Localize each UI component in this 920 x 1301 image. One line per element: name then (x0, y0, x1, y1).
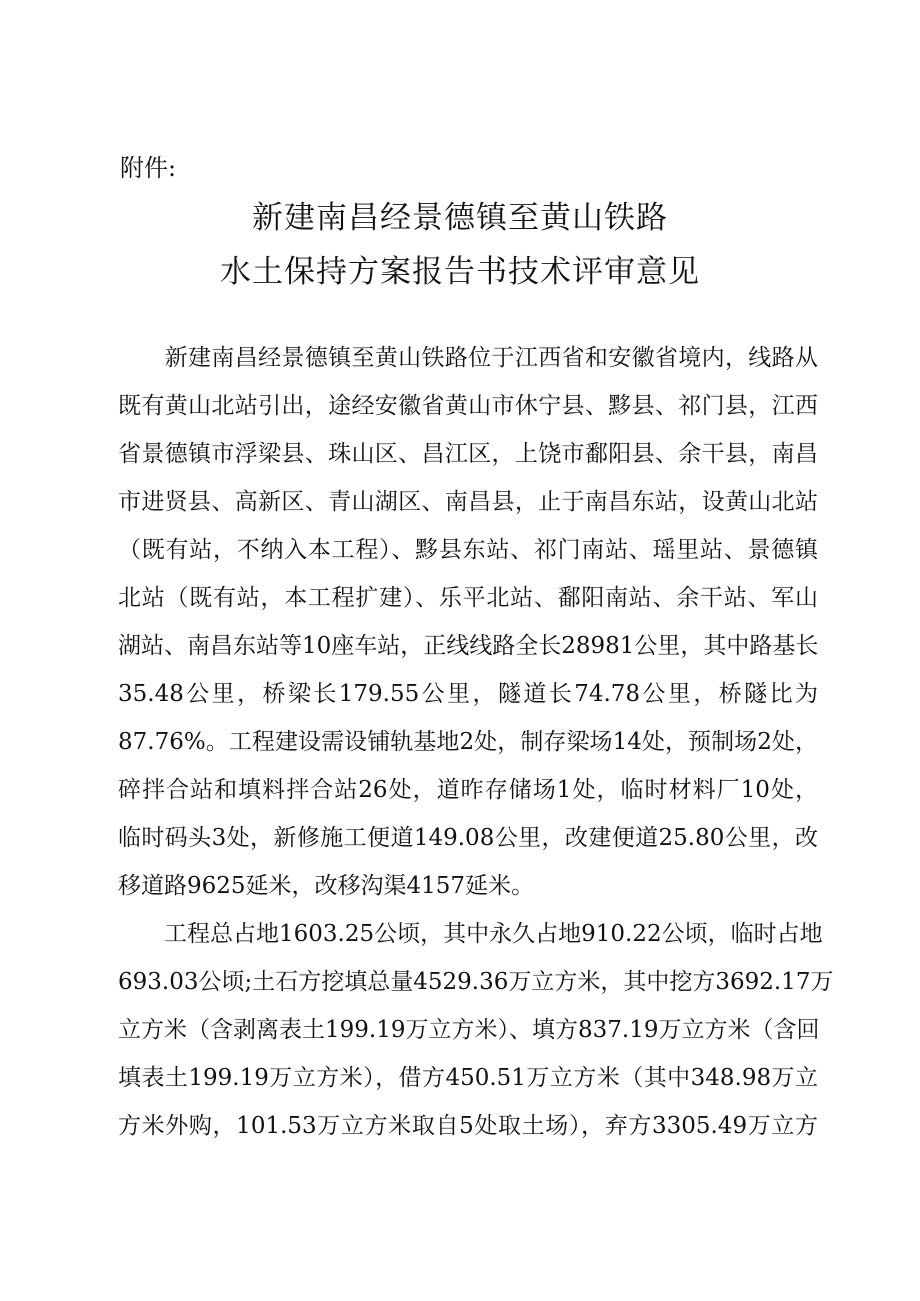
paragraph-line: 693.03公顷;土石方挖填总量4529.36万立方米，其中挖方3692.17万 (118, 969, 834, 995)
paragraph-line: 新建南昌经景德镇至黄山铁路位于江西省和安徽省境内，线路从 (118, 345, 818, 371)
body-paragraph-1 (118, 334, 818, 910)
paragraph-line: 移道路9625延米，改移沟渠4157延米。 (118, 873, 535, 899)
paragraph-line: 市进贤县、高新区、青山湖区、南昌县，止于南昌东站，设黄山北站 (118, 489, 818, 515)
paragraph-line: 北站（既有站，本工程扩建）、乐平北站、鄱阳南站、余干站、军山 (118, 585, 818, 611)
paragraph-line: 省景德镇市浮梁县、珠山区、昌江区，上饶市鄱阳县、余干县，南昌 (118, 441, 818, 467)
paragraph-line: 填表土199.19万立方米），借方450.51万立方米（其中348.98万立 (118, 1065, 818, 1091)
paragraph-line: 湖站、南昌东站等10座车站，正线线路全长28981公里，其中路基长 (118, 633, 819, 659)
paragraph-line: 方米外购，101.53万立方米取自5处取土场），弃方3305.49万立方 (118, 1113, 818, 1139)
paragraph-line: 碎拌合站和填料拌合站26处，道昨存储场1处，临时材料厂10处， (118, 777, 818, 803)
paragraph-line: 35.48公里，桥梁长179.55公里，隧道长74.78公里，桥隧比为 (118, 681, 818, 707)
paragraph-line: 临时码头3处，新修施工便道149.08公里，改建便道25.80公里，改 (118, 825, 818, 851)
paragraph-line: 87.76%。工程建设需设铺轨基地2处，制存梁场14处，预制场2处， (118, 729, 818, 755)
document-title-line-2: 水土保持方案报告书技术评审意见 (220, 254, 700, 290)
attachment-label: 附件: (120, 154, 177, 182)
paragraph-line: 工程总占地1603.25公顷，其中永久占地910.22公顷，临时占地 (118, 921, 823, 947)
body-paragraph-2 (118, 910, 834, 1150)
paragraph-line: 立方米（含剥离表土199.19万立方米）、填方837.19万立方米（含回 (118, 1017, 820, 1043)
document-title-line-1: 新建南昌经景德镇至黄山铁路 (252, 200, 668, 236)
paragraph-line: （既有站，不纳入本工程）、黟县东站、祁门南站、瑶里站、景德镇 (118, 537, 818, 563)
paragraph-line: 既有黄山北站引出，途经安徽省黄山市休宁县、黟县、祁门县，江西 (118, 393, 818, 419)
